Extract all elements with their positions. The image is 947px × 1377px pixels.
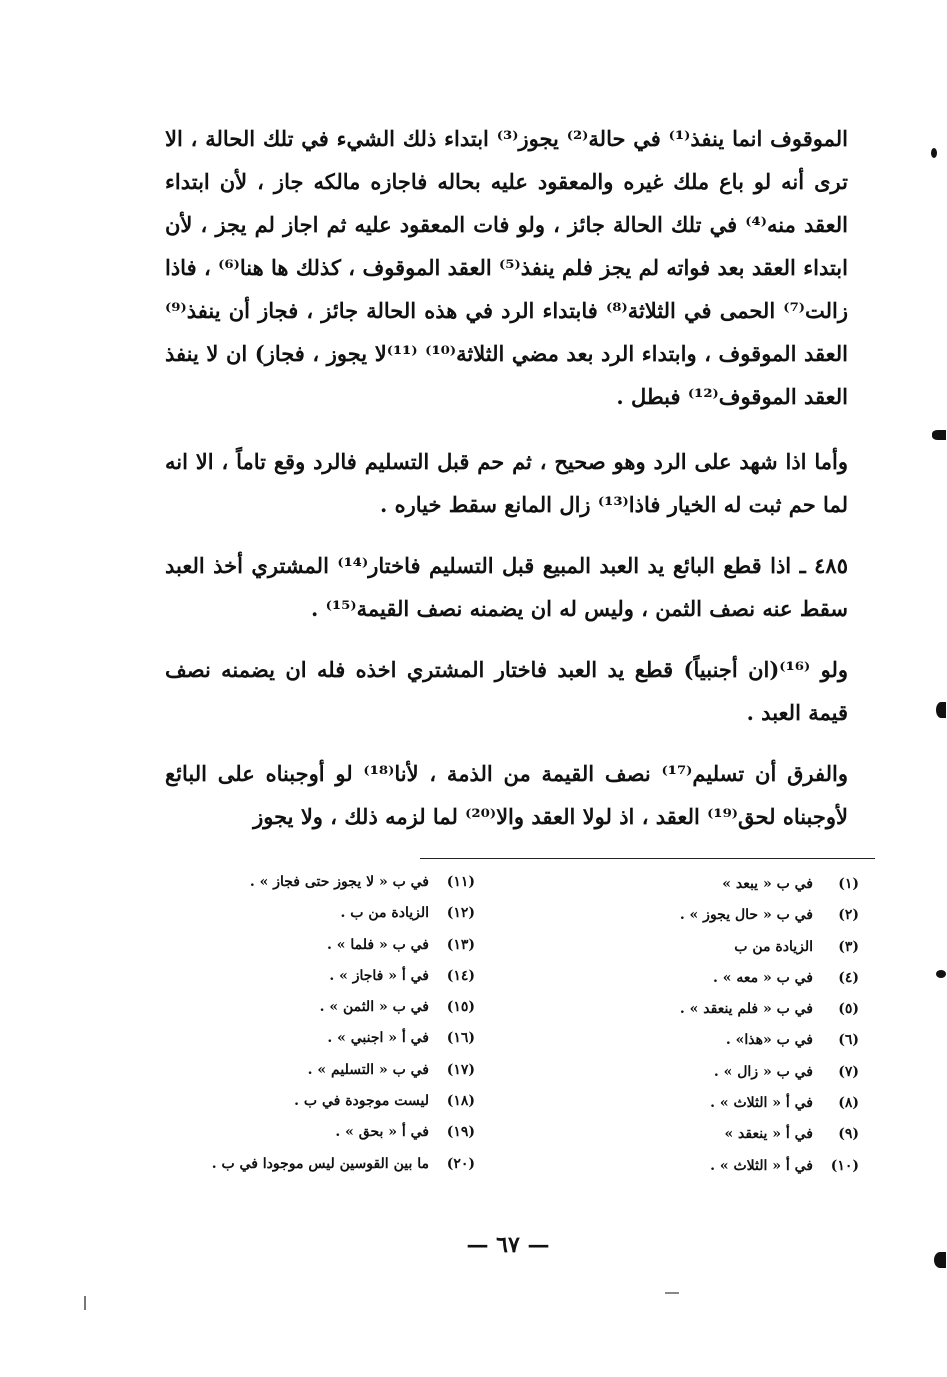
footnote: [569, 963, 859, 994]
footnote: [155, 930, 475, 961]
body-paragraph: ٤٨٥ ـ اذا قطع البائع يد العبد المبيع قبل التسليم فاختار⁽¹⁴⁾ المشتري أخذ العبد سقط عنه نصف الثمن ، وليس له ان يضمنه نصف القيمة⁽¹⁵⁾ .: [165, 553, 848, 621]
footnote: [155, 992, 475, 1023]
footnote-number: (٧): [838, 1063, 859, 1080]
footnotes-left-column: [155, 867, 475, 1180]
footnote-number: (١٠): [830, 1157, 859, 1174]
footnote: [569, 1088, 859, 1119]
footnote: [155, 1055, 475, 1086]
footnote: [155, 1023, 475, 1054]
footnote-text: في أ « بحق » .: [335, 1124, 429, 1141]
footnote-text: في ب « الثمن » .: [319, 999, 429, 1016]
footnote-number: (٥): [838, 1001, 859, 1018]
footnote-separator: [420, 858, 875, 859]
footnote-text: في أ « ينعقد »: [724, 1126, 813, 1143]
footnote-number: (١٤): [446, 967, 475, 984]
footnote-number: (٢٠): [446, 1155, 475, 1172]
footnote-text: في ب « زال » .: [713, 1063, 813, 1080]
footnote-number: (١٩): [446, 1124, 475, 1141]
footnote: [569, 1119, 859, 1150]
scan-mark: [936, 702, 946, 718]
footnote: [569, 1057, 859, 1088]
footnote-text: في ب « يبعد »: [722, 876, 813, 892]
footnote: [569, 994, 859, 1025]
footnote-text: في أ « اجنبي » .: [327, 1030, 429, 1047]
footnote: [569, 1151, 859, 1182]
footnote-number: (١١): [446, 874, 475, 890]
footnote-number: (١): [838, 876, 859, 892]
footnote-text: في ب « فلما » .: [327, 936, 429, 953]
scan-mark: [84, 1296, 86, 1310]
footnote-number: (١٥): [446, 999, 475, 1016]
footnote-text: في ب «هذا» .: [725, 1032, 813, 1049]
footnote-text: في ب « لا يجوز حتى فجاز » .: [249, 874, 429, 890]
footnote-text: في ب « فلم ينعقد » .: [679, 1001, 813, 1018]
footnote-number: (١٧): [446, 1061, 475, 1078]
footnote-text: في ب « معه » .: [712, 969, 813, 986]
footnote: [155, 1117, 475, 1148]
footnote-number: (١٣): [446, 936, 475, 953]
footnote-text: في أ « الثلاث » .: [710, 1157, 813, 1174]
footnote-text: في أ « فاجاز » .: [329, 967, 429, 984]
footnote: [155, 867, 475, 898]
footnote-number: (٨): [838, 1095, 859, 1112]
scan-mark: [665, 1292, 679, 1294]
footnote-text: في ب « حال يجوز » .: [679, 907, 813, 924]
scan-mark: [934, 1252, 946, 1268]
footnote: [569, 1025, 859, 1056]
footnote-number: (٤): [838, 969, 859, 986]
scan-mark: [932, 430, 946, 440]
body-paragraph: والفرق أن تسليم⁽¹⁷⁾ نصف القيمة من الذمة ، لأنا⁽¹⁸⁾ لو أوجبناه على البائع لأوجبناه لحق⁽¹⁹⁾ العقد ، اذ لولا العقد والا⁽²⁰⁾ لما لزمه ذلك ، ولا يجوز: [165, 761, 848, 829]
scan-mark: [931, 148, 937, 158]
footnote-text: الزيادة من ب .: [340, 905, 429, 922]
footnote-number: (١٨): [446, 1093, 475, 1110]
footnote: [155, 1086, 475, 1117]
footnote: [569, 900, 859, 931]
body-paragraph: الموقوف انما ينفذ⁽¹⁾ في حالة⁽²⁾ يجوز⁽³⁾ ابتداء ذلك الشيء في تلك الحالة ، الا ترى أنه لو باع ملك غيره والمعقود عليه بحاله فاجازه مالكه جاز ، لأن ابتداء العقد منه⁽⁴⁾ في تلك الحالة جائز ، ولو فات المعقود عليه ثم اجاز لم يجز ، لأن ابتداء العقد بعد فواته لم يجز فلم ينفذ⁽⁵⁾ العقد الموقوف ، كذلك ها هنا⁽⁶⁾ ، فاذا زالت⁽⁷⁾ الحمى في الثلاثة⁽⁸⁾ فابتداء الرد في هذه الحالة جائز ، فجاز أن ينفذ⁽⁹⁾ العقد الموقوف ، وابتداء الرد بعد مضي الثلاثة⁽¹⁰⁾ ⁽¹¹⁾لا يجوز ، فجاز) ان لا ينفذ العقد الموقوف⁽¹²⁾ فبطل .: [165, 126, 849, 409]
page-number: — ٦٧ —: [466, 1232, 550, 1258]
footnote-text: الزيادة من ب: [734, 938, 813, 955]
footnote-number: (٦): [838, 1032, 859, 1049]
footnote: [155, 898, 475, 929]
footnote-text: في ب « التسليم » .: [307, 1061, 429, 1078]
footnote-number: (٢): [838, 907, 859, 924]
footnote-text: في أ « الثلاث » .: [710, 1095, 813, 1112]
footnote-number: (١٦): [446, 1030, 475, 1047]
footnote-text: ليست موجودة في ب .: [294, 1093, 429, 1110]
footnote: [155, 961, 475, 992]
footnotes-right-column: [569, 869, 859, 1182]
footnote: [155, 1149, 475, 1180]
body-paragraph: وأما اذا شهد على الرد وهو صحيح ، ثم حم قبل التسليم فالرد وقع تاماً ، الا انه لما حم ثبت له الخيار فاذا⁽¹³⁾ زال المانع سقط خياره .: [165, 449, 848, 517]
body-paragraph: ولو ⁽¹⁶⁾(ان أجنبياً) قطع يد العبد فاختار المشتري اخذه فله ان يضمنه نصف قيمة العبد .: [165, 657, 848, 725]
scan-mark: [936, 970, 946, 978]
footnote-text: ما بين القوسين ليس موجودا في ب .: [211, 1155, 429, 1172]
footnote-number: (١٢): [446, 905, 475, 922]
footnote: [569, 932, 859, 963]
footnote-number: (٩): [838, 1126, 859, 1143]
footnote-number: (٣): [838, 938, 859, 955]
footnote: [569, 869, 859, 900]
